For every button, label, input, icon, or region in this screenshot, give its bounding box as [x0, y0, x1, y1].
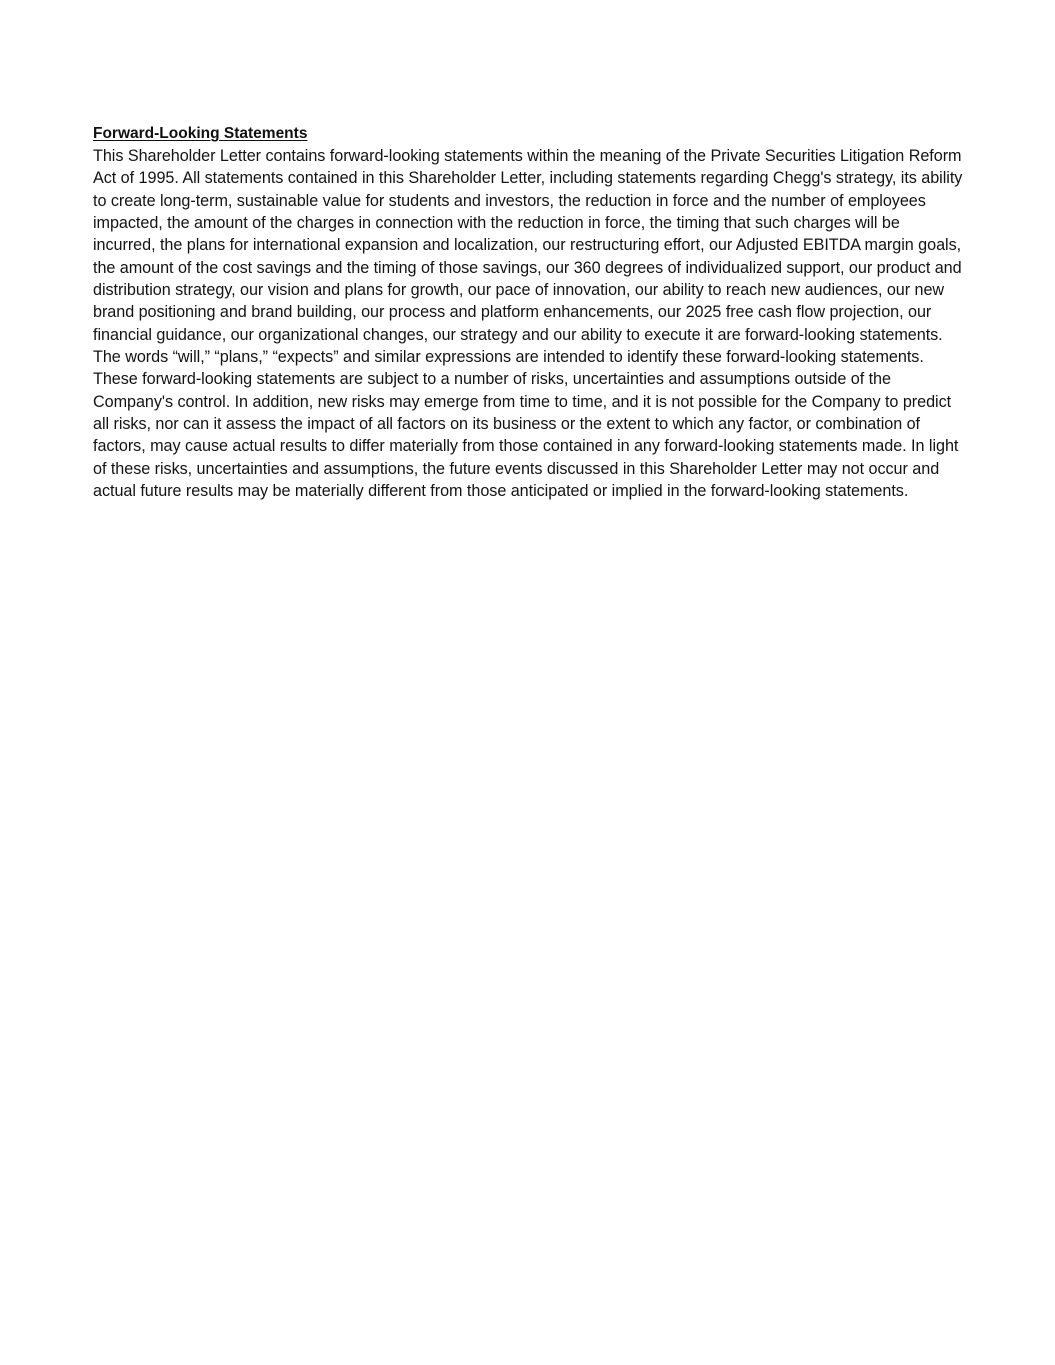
section-paragraph: This Shareholder Letter contains forward-looking statements within the meaning of the Private Securities Litigation Reform Act of 1995. All statements contained in this Shareholder Letter, including statements regarding Chegg's strategy, its ability to create long-term, sustainable value for students and investors, the reduction in force and the number of employees impacted, the amount of the charges in connection with the reduction in force, the timing that such charges will be incurred, the plans for international expansion and localization, our restructuring effort, our Adjusted EBITDA margin goals, the amount of the cost savings and the timing of those savings, our 360 degrees of individualized support, our product and distribution strategy, our vision and plans for growth, our pace of innovation, our ability to reach new audiences, our new brand positioning and brand building, our process and platform enhancements, our 2025 free cash flow projection, our financial guidance, our organizational changes, our strategy and our ability to execute it are forward-looking statements. The words “will,” “plans,” “expects” and similar expressions are intended to identify these forward-looking statements. These forward-looking statements are subject to a number of risks, uncertainties and assumptions outside of the Company's control. In addition, new risks may emerge from time to time, and it is not possible for the Company to predict all risks, nor can it assess the impact of all factors on its business or the extent to which any factor, or combination of factors, may cause actual results to differ materially from those contained in any forward-looking statements made. In light of these risks, uncertainties and assumptions, the future events discussed in this Shareholder Letter may not occur and actual future results may be materially different from those anticipated or implied in the forward-looking statements. [93, 147, 963, 501]
forward-looking-section [93, 123, 965, 503]
section-heading: Forward-Looking Statements [93, 125, 308, 142]
